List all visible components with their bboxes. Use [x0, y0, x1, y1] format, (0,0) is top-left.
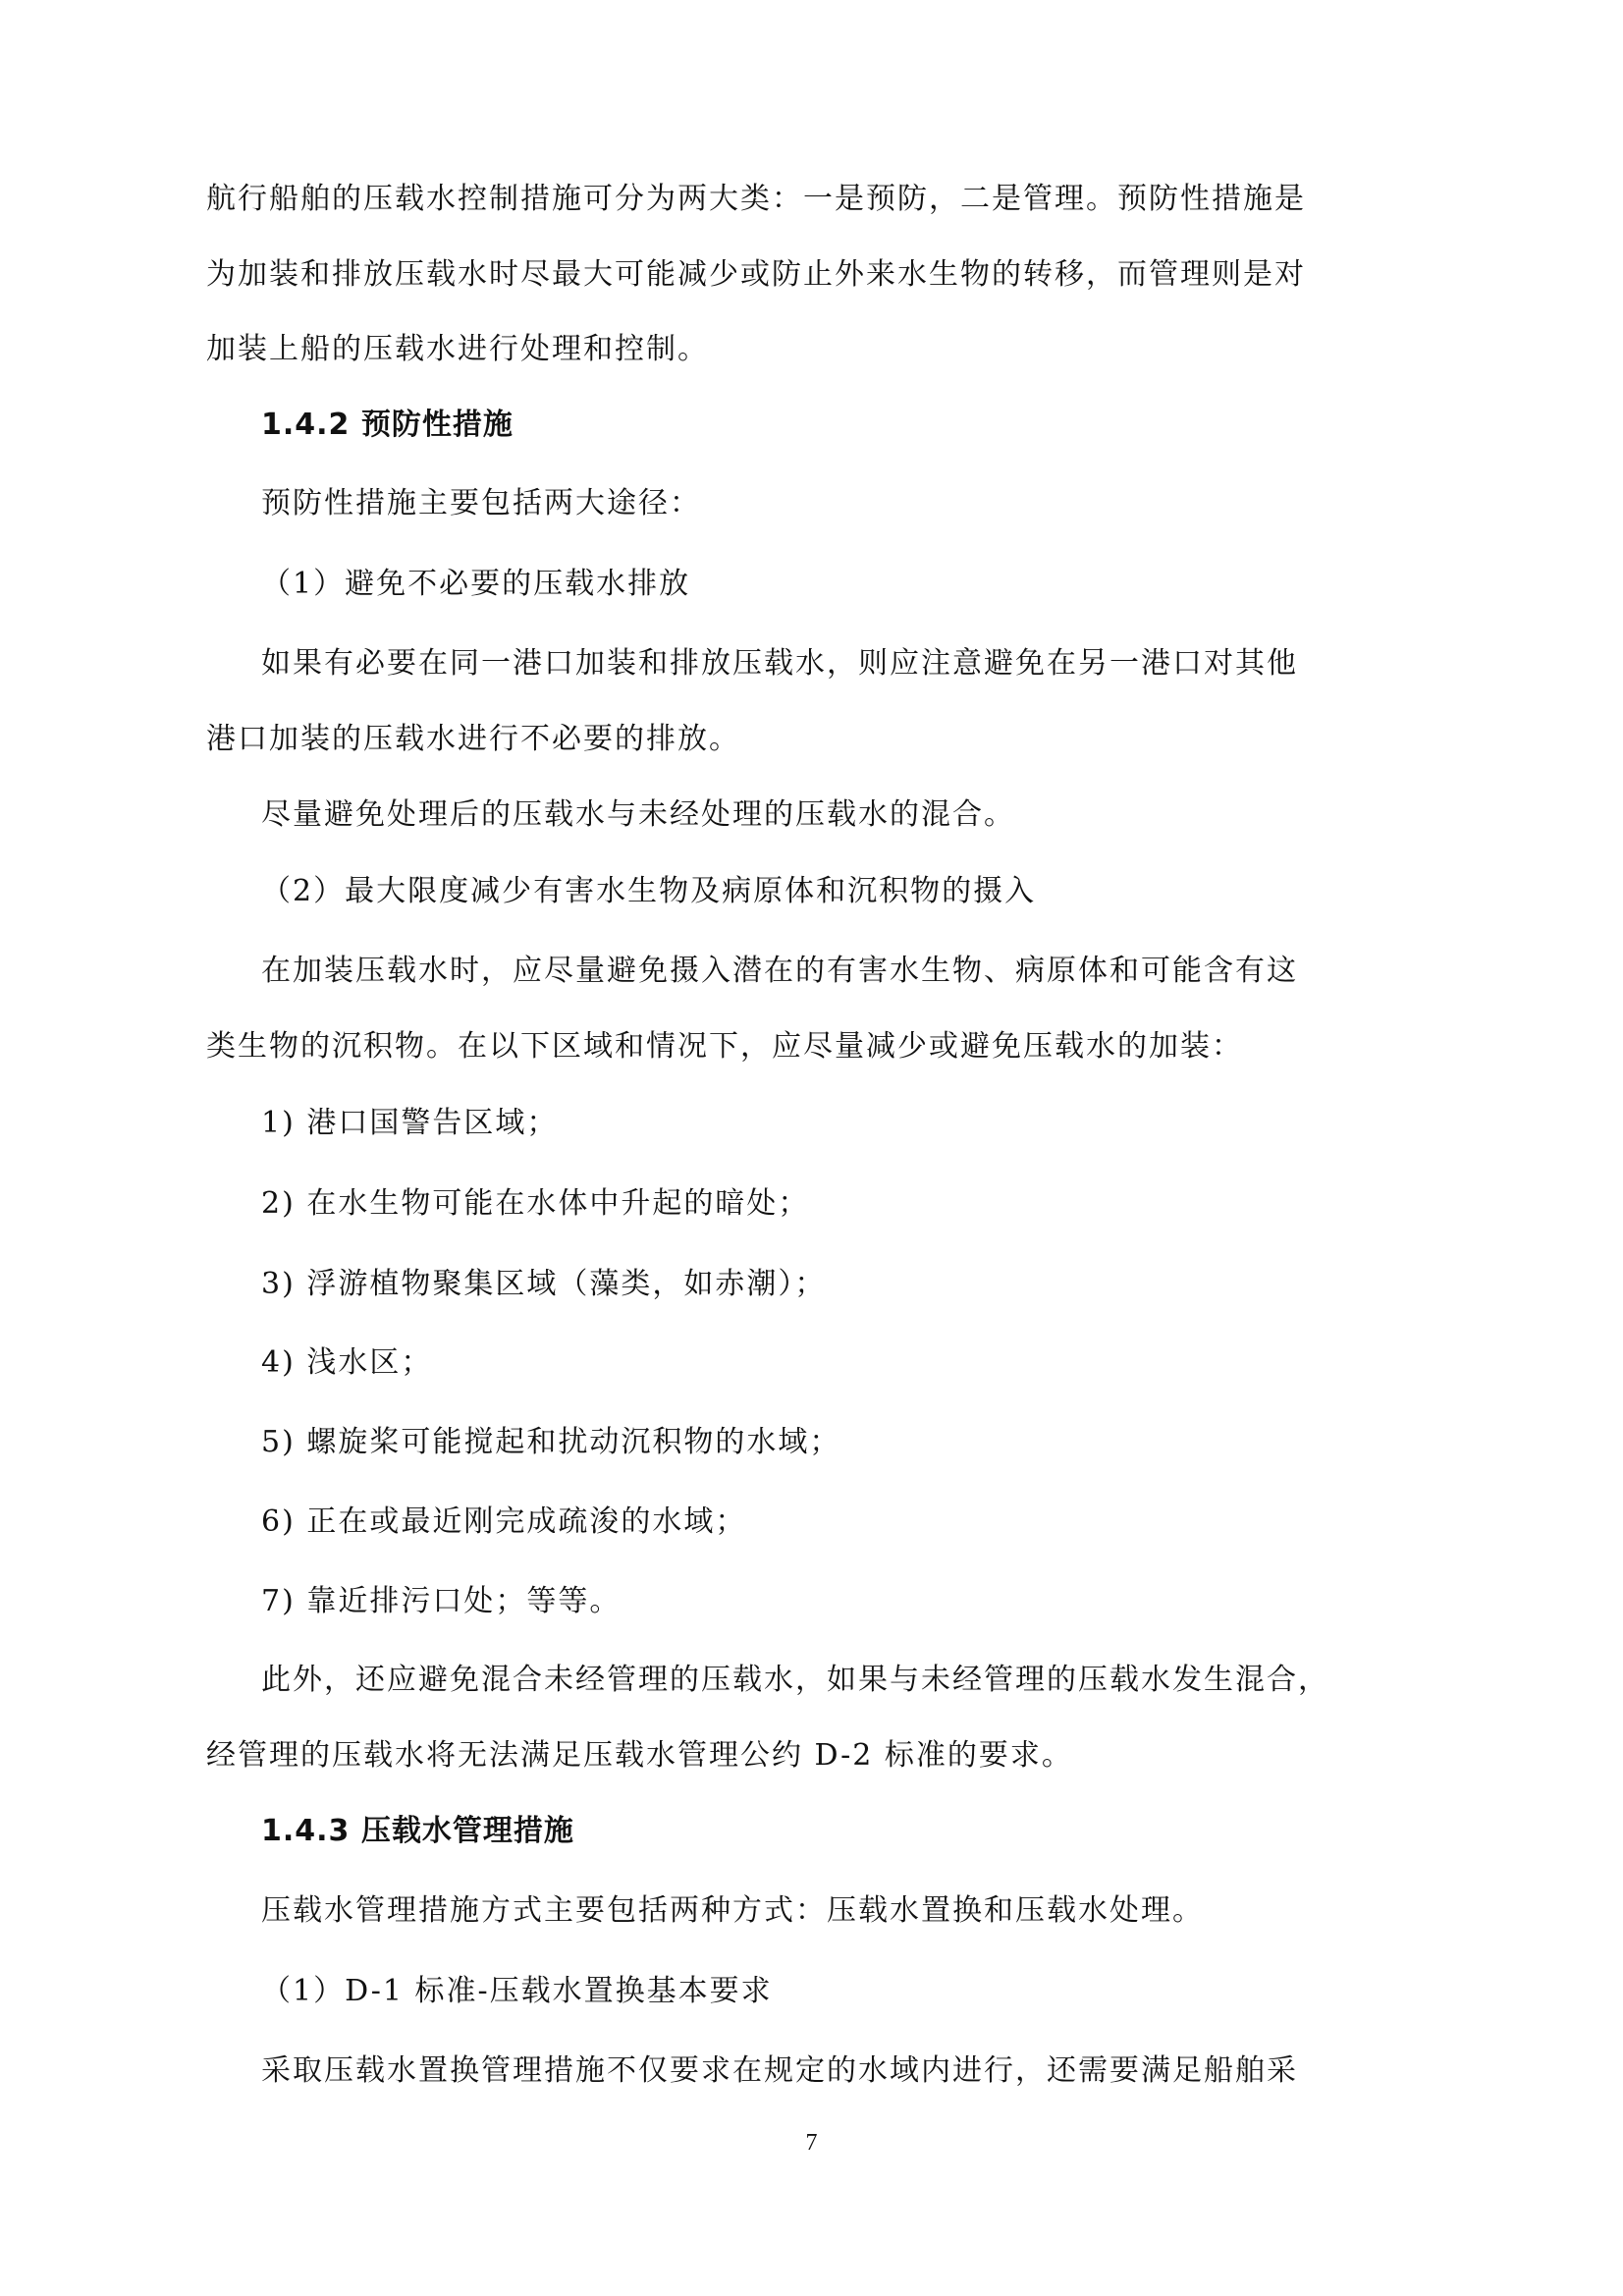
list-item: 1) 港口国警告区域； — [261, 1106, 559, 1140]
section-heading-1-4-3: 1.4.3 压载水管理措施 — [261, 1814, 574, 1848]
intro-line-1: 航行船舶的压载水控制措施可分为两大类：一是预防，二是管理。预防性措施是 — [206, 182, 1306, 216]
section-1-4-3-lead: 压载水管理措施方式主要包括两种方式：压载水置换和压载水处理。 — [261, 1893, 1204, 1928]
list-item: 4) 浅水区； — [261, 1345, 433, 1380]
subheading-minimize-uptake: （2）最大限度减少有害水生物及病原体和沉积物的摄入 — [261, 874, 1037, 908]
paragraph-line: 采取压载水置换管理措施不仅要求在规定的水域内进行，还需要满足船舶采 — [261, 2053, 1298, 2088]
section-1-4-2-lead: 预防性措施主要包括两大途径： — [261, 486, 701, 520]
subheading-d1-standard: （1）D-1 标准-压载水置换基本要求 — [261, 1974, 773, 2008]
list-item: 7) 靠近排污口处；等等。 — [261, 1584, 622, 1618]
paragraph-line: 如果有必要在同一港口加装和排放压载水，则应注意避免在另一港口对其他 — [261, 646, 1298, 681]
paragraph-line: 类生物的沉积物。在以下区域和情况下，应尽量减少或避免压载水的加装： — [206, 1029, 1243, 1064]
list-item: 2) 在水生物可能在水体中升起的暗处； — [261, 1186, 810, 1221]
paragraph-line: 此外，还应避免混合未经管理的压载水，如果与未经管理的压载水发生混合， — [261, 1663, 1329, 1697]
list-item: 5) 螺旋桨可能搅起和扰动沉积物的水域； — [261, 1425, 841, 1459]
intro-line-2: 为加装和排放压载水时尽最大可能减少或防止外来水生物的转移，而管理则是对 — [206, 257, 1306, 292]
list-item: 3) 浮游植物聚集区域（藻类，如赤潮）； — [261, 1267, 827, 1301]
paragraph-line: 尽量避免处理后的压载水与未经处理的压载水的混合。 — [261, 797, 1015, 832]
intro-line-3: 加装上船的压载水进行处理和控制。 — [206, 332, 709, 366]
page-number: 7 — [805, 2130, 818, 2156]
paragraph-line: 港口加装的压载水进行不必要的排放。 — [206, 722, 740, 756]
subheading-avoid-discharge: （1）避免不必要的压载水排放 — [261, 567, 691, 601]
paragraph-line: 在加装压载水时，应尽量避免摄入潜在的有害水生物、病原体和可能含有这 — [261, 954, 1298, 988]
list-item: 6) 正在或最近刚完成疏浚的水域； — [261, 1504, 747, 1539]
paragraph-line: 经管理的压载水将无法满足压载水管理公约 D-2 标准的要求。 — [206, 1738, 1073, 1773]
section-heading-1-4-2: 1.4.2 预防性措施 — [261, 408, 514, 442]
